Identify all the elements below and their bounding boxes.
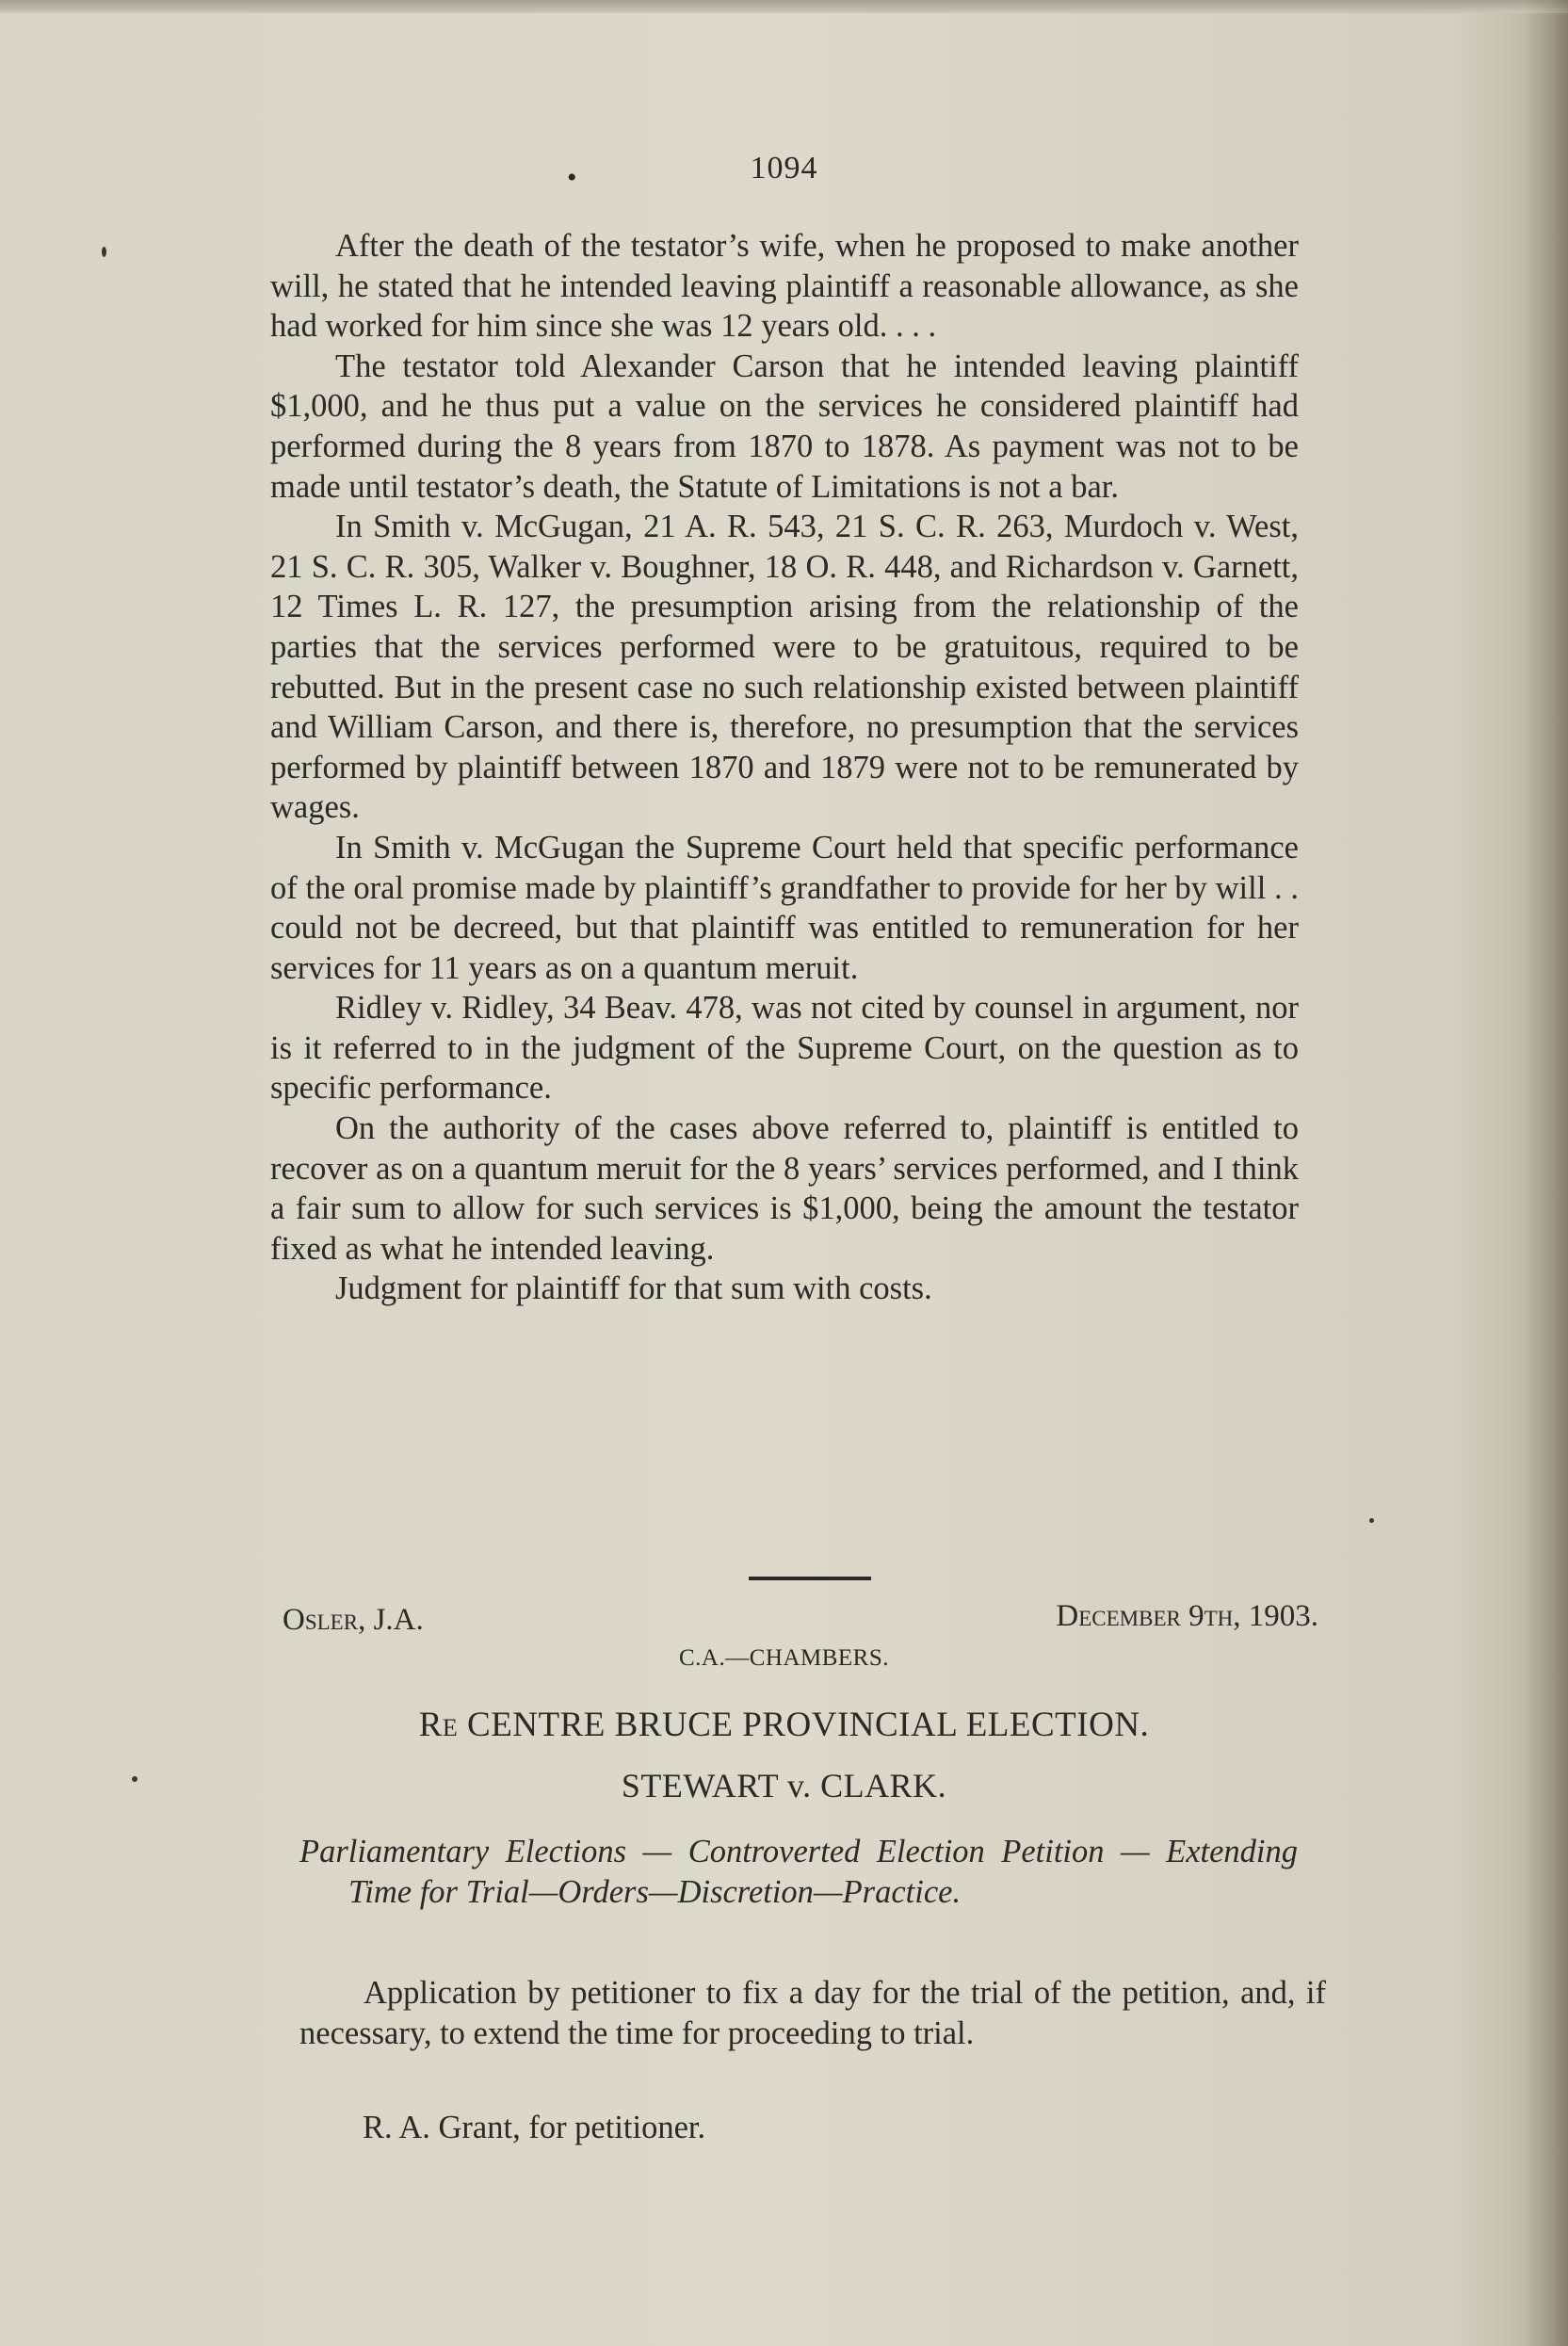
paragraph: On the authority of the cases above referred to, plaintiff is entitled to recover as on a quantum meruit for the 8 years’ services performed, and I think a fair sum to allow for such services is $1,000, being the amount the testator fixed as what he intended leaving. xyxy=(270,1110,1299,1267)
paragraph: Ridley v. Ridley, 34 Beav. 478, was not cited by counsel in argument, nor is it referred to in the judgment of the Supreme Court, on the question as to specific performance. xyxy=(270,990,1299,1107)
judge-name: Osler, J.A. xyxy=(283,1603,424,1637)
counsel-line: R. A. Grant, for petitioner. xyxy=(363,2110,706,2145)
page-number: 1094 xyxy=(750,151,818,186)
print-mark: • xyxy=(567,162,577,193)
paragraph: In Smith v. McGugan the Supreme Court held that specific performance of the oral promise made by plaintiff’s grandfather to provide for her by will . . could not be decreed, but that plaintiff was entitled to remuneration for her services for 11 years as on a quantum meruit. xyxy=(270,829,1299,986)
headnote-text: Parliamentary Elections — Controverted Election Petition — Extending Time for Trial—Orders—Discretion—Practice. xyxy=(299,1834,1298,1910)
judgment-text xyxy=(270,226,1299,1309)
paragraph: Judgment for plaintiff for that sum with costs. xyxy=(335,1270,932,1307)
paragraph: In Smith v. McGugan, 21 A. R. 543, 21 S. C. R. 263, Murdoch v. West, 21 S. C. R. 305, Walker v. Boughner, 18 O. R. 448, and Richardson v. Garnett, 12 Times L. R. 127, the presumption arising from the relationship of the parties that the services performed were to be gratuitous, required to be rebutted. But in the present case no such relationship existed between plaintiff and William Carson, and there is, therefore, no presumption that the services performed by plaintiff between 1870 and 1879 were not to be remunerated by wages. xyxy=(270,509,1299,826)
case-title-text: CENTRE BRUCE PROVINCIAL ELECTION. xyxy=(467,1706,1150,1744)
paper-speck xyxy=(1369,1518,1374,1523)
section-divider xyxy=(749,1577,871,1580)
paper-speck xyxy=(132,1776,137,1782)
headnote xyxy=(299,1832,1298,1913)
paper-speck xyxy=(102,247,106,257)
case-title xyxy=(0,1705,1568,1745)
paragraph: After the death of the testator’s wife, when he proposed to make another will, he stated that he intended leaving plaintiff a reasonable allowance, as she had worked for him since she was 12 years old. . . . xyxy=(270,228,1299,345)
application-paragraph: Application by petitioner to fix a day for the trial of the petition, and, if necessary, to extend the time for proceeding to trial. xyxy=(299,1975,1326,2051)
page-binding-shadow xyxy=(1523,0,1568,2346)
paragraph: The testator told Alexander Carson that he intended leaving plaintiff $1,000, and he thus put a value on the services he considered plaintiff had performed during the 8 years from 1870 to 1878. As payment was not to be made until testator’s death, the Statute of Limitations is not a bar. xyxy=(270,348,1299,505)
case-parties: STEWART v. CLARK. xyxy=(621,1767,947,1804)
decision-date: December 9th, 1903. xyxy=(1056,1599,1318,1633)
page-top-edge xyxy=(0,0,1568,13)
case-title-prefix: Re xyxy=(418,1706,459,1744)
court-designation: C.A.—CHAMBERS. xyxy=(678,1645,889,1671)
